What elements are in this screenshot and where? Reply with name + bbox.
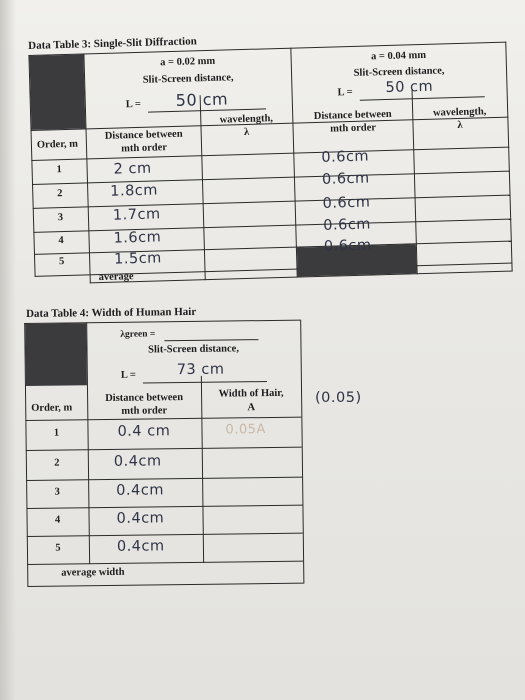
hair-width-side-note: (0.05) [315, 390, 362, 406]
table-4-distance-value: 0.4cm [116, 538, 165, 555]
table-3-right-distance-value: 0.6cm [321, 170, 370, 188]
table-4-average-width-label: average width [61, 566, 125, 579]
table-4-distance-header: Distance between [105, 392, 184, 405]
table-4-lambda-label: λgreen = [120, 329, 156, 340]
table-4-width-header: Width of Hair, [218, 387, 284, 400]
table-4-order-value: 4 [54, 514, 61, 526]
table-4-order-value: 3 [54, 486, 60, 498]
table-3-row-line [33, 195, 511, 209]
table-3-left-distance-value: 1.5cm [113, 250, 163, 268]
table-3-left-slit-width: a = 0.02 mm [160, 55, 216, 69]
table-3-right-slit-width: a = 0.04 mm [370, 49, 427, 63]
table-3-average-label: average [98, 271, 134, 284]
table-4-order-value: 2 [54, 457, 60, 469]
table-4-row-line [26, 447, 302, 451]
table-3-right-wavelength-header: wavelength, [432, 106, 487, 119]
table-3-right-distance-value: 0.6cm [323, 216, 372, 234]
table-4-l-underline [143, 381, 267, 384]
table-4-shaded-corner [25, 323, 87, 386]
table-3-right-distance-value: 0.6cm [323, 237, 372, 255]
data-table-3 [28, 27, 515, 290]
table-3-left-l-value: 50 cm [175, 89, 229, 110]
table-3-left-distance-value: 1.6cm [113, 229, 162, 247]
table-3-left-l-label: L = [125, 98, 142, 111]
table-4-row-line [27, 533, 303, 537]
table-3-order-value: 4 [58, 235, 64, 247]
table-4-distance-value: 0.4cm [113, 453, 162, 470]
table-3-left-distance-value: 2 cm [113, 160, 152, 178]
table-3-shaded-corner [29, 54, 85, 129]
page-shadow [0, 0, 16, 700]
table-4-distance-value: 0.4 cm [117, 423, 171, 440]
table-4-order-value: 1 [53, 427, 60, 439]
table-3-right-distance-value: 0.6cm [322, 194, 371, 212]
table-3-right-distance-header: Distance between [313, 108, 392, 123]
table-3-left-wavelength-header: wavelength, [219, 113, 274, 126]
table-3-left-mth-order-header: mth order [121, 142, 168, 155]
table-3-order-value: 3 [57, 212, 64, 224]
table-4-row-line [26, 477, 302, 481]
table-3-order-value: 5 [58, 256, 65, 268]
table-4-distance-value: 0.4cm [116, 482, 165, 499]
table-3-right-distance-label: Slit-Screen distance, [353, 65, 445, 79]
table-4-row-line [26, 505, 302, 509]
table-4-col-line [86, 322, 90, 564]
table-3-row-line [32, 171, 510, 185]
table-3-right-lambda-symbol: λ [457, 119, 463, 132]
table-3-order-header: Order, m [36, 138, 79, 151]
table-4-order-header: Order, m [31, 402, 73, 414]
table-3-left-distance-value: 1.7cm [112, 206, 161, 224]
table-3-left-lambda-symbol: λ [243, 126, 250, 139]
table-4-l-label: L = [120, 369, 136, 381]
table-4-faded-width-entry: 0.05A [225, 422, 266, 438]
table-4-order-value: 5 [55, 542, 61, 554]
table-3-left-distance-value: 1.8cm [110, 182, 159, 200]
table-3-left-distance-header: Distance between [104, 128, 183, 142]
table-4-mth-order-header: mth order [121, 405, 168, 417]
table-3-left-distance-label: Slit-Screen distance, [142, 72, 234, 86]
table-3-order-value: 2 [57, 188, 63, 200]
table-3-center-divider [290, 48, 298, 278]
table-3-row-line [33, 219, 511, 233]
table-3-title: Data Table 3: Single-Slit Diffraction [28, 35, 197, 52]
table-3-right-l-underline [360, 96, 485, 100]
table-3-order-value: 1 [56, 164, 62, 176]
table-3-row-line [34, 241, 512, 255]
table-3-right-l-value: 50 cm [385, 78, 434, 97]
table-4-distance-value: 0.4cm [116, 510, 165, 527]
table-4-row-line [27, 561, 303, 565]
table-3-right-l-label: L = [337, 86, 353, 99]
table-4-right-border [300, 320, 304, 584]
data-table-4 [24, 304, 337, 588]
table-4-width-symbol: A [247, 402, 256, 414]
table-4-distance-label: Slit-Screen distance, [148, 343, 239, 356]
table-4-header-bottom [25, 417, 301, 422]
table-4-title: Data Table 4: Width of Human Hair [25, 305, 197, 320]
table-3-right-mth-order-header: mth order [330, 122, 377, 135]
table-4-l-value: 73 cm [176, 361, 225, 379]
table-4-lambda-underline [164, 339, 258, 341]
table-3-right-distance-value: 0.6cm [321, 148, 370, 166]
